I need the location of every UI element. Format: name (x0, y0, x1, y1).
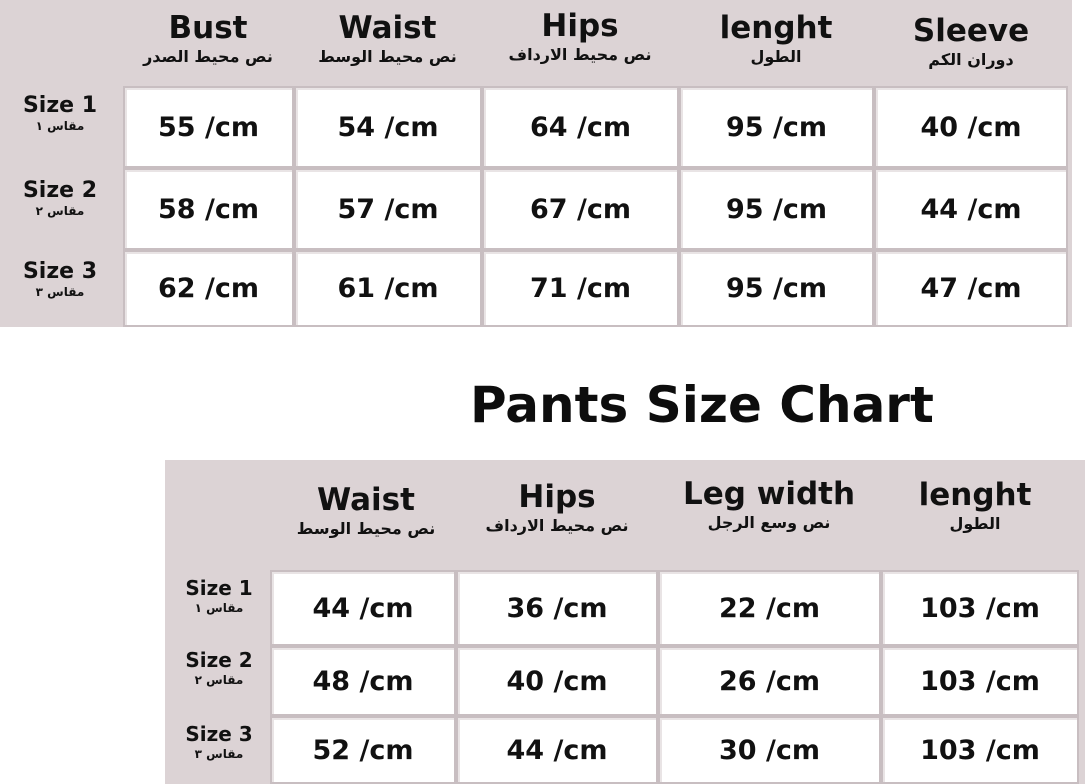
column-label: Bust (168, 10, 248, 46)
top-cell-size2-hips: 67 /cm (482, 168, 679, 250)
pants-chart-title: Pants Size Chart (470, 376, 934, 434)
top-cell-size1-hips: 64 /cm (482, 86, 679, 168)
pants-row-header-size-2 (159, 648, 279, 688)
row-label: Size 3 (22, 259, 98, 284)
pants-column-header-waist (273, 482, 459, 540)
pants-cell-size3-waist: 52 /cm (270, 716, 456, 784)
row-label: Size 1 (22, 93, 98, 118)
column-label: lenght (918, 477, 1032, 513)
top-cell-size2-bust: 58 /cm (123, 168, 294, 250)
pants-size-chart (165, 460, 1085, 784)
row-label-arabic: مقاس ١ (194, 601, 244, 615)
top-row-header-size-3 (0, 260, 120, 300)
pants-column-header-leg-width (659, 476, 879, 534)
pants-cell-size2-leg-width: 26 /cm (658, 646, 881, 716)
column-label: lenght (719, 10, 833, 46)
pants-cell-size2-length: 103 /cm (881, 646, 1079, 716)
top-column-header-length (681, 10, 871, 68)
pants-cell-size1-waist: 44 /cm (270, 570, 456, 646)
top-cell-size2-waist: 57 /cm (294, 168, 482, 250)
column-label: Leg width (682, 476, 856, 512)
top-cell-size3-waist: 61 /cm (294, 250, 482, 327)
column-label: Hips (518, 479, 596, 515)
top-row-header-size-2 (0, 179, 120, 219)
row-label-arabic: مقاس ١ (35, 119, 85, 133)
column-label-arabic: نص محيط الصدر (143, 47, 273, 66)
top-cell-size2-length: 95 /cm (679, 168, 874, 250)
pants-cell-size2-hips: 40 /cm (456, 646, 658, 716)
pants-cell-size3-length: 103 /cm (881, 716, 1079, 784)
column-label: Waist (317, 482, 415, 518)
top-cell-size1-bust: 55 /cm (123, 86, 294, 168)
row-label: Size 2 (22, 178, 98, 203)
pants-cell-size3-leg-width: 30 /cm (658, 716, 881, 784)
row-label: Size 2 (185, 648, 253, 672)
top-column-header-waist (296, 10, 479, 68)
top-cell-size3-bust: 62 /cm (123, 250, 294, 327)
top-size-chart (0, 0, 1072, 327)
row-label-arabic: مقاس ٣ (35, 285, 85, 299)
pants-row-header-size-1 (159, 576, 279, 616)
pants-cell-size1-leg-width: 22 /cm (658, 570, 881, 646)
top-cell-size1-sleeve: 40 /cm (874, 86, 1068, 168)
row-label: Size 1 (185, 576, 253, 600)
row-label: Size 3 (185, 722, 253, 746)
pants-row-header-size-3 (159, 722, 279, 762)
pants-column-header-hips (457, 479, 657, 537)
top-cell-size3-hips: 71 /cm (482, 250, 679, 327)
column-label-arabic: الطول (949, 514, 1001, 533)
column-label: Hips (541, 8, 619, 44)
top-cell-size1-length: 95 /cm (679, 86, 874, 168)
top-column-header-bust (125, 10, 291, 68)
top-cell-size3-length: 95 /cm (679, 250, 874, 327)
top-row-header-size-1 (0, 94, 120, 134)
column-label-arabic: نص وسع الرجل (707, 513, 831, 532)
pants-cell-size1-hips: 36 /cm (456, 570, 658, 646)
row-label-arabic: مقاس ٣ (194, 747, 244, 761)
top-cell-size2-sleeve: 44 /cm (874, 168, 1068, 250)
column-label-arabic: نص محيط الوسط (318, 47, 457, 66)
pants-cell-size2-waist: 48 /cm (270, 646, 456, 716)
column-label-arabic: نص محيط الارداف (508, 45, 652, 64)
row-label-arabic: مقاس ٢ (194, 673, 244, 687)
top-column-header-sleeve (876, 13, 1066, 71)
column-label: Sleeve (912, 13, 1030, 49)
top-column-header-hips (484, 8, 676, 66)
column-label-arabic: الطول (750, 47, 802, 66)
top-cell-size1-waist: 54 /cm (294, 86, 482, 168)
row-label-arabic: مقاس ٢ (35, 204, 85, 218)
top-cell-size3-sleeve: 47 /cm (874, 250, 1068, 327)
column-label-arabic: دوران الكم (928, 50, 1014, 69)
column-label-arabic: نص محيط الارداف (485, 516, 629, 535)
pants-cell-size3-hips: 44 /cm (456, 716, 658, 784)
pants-cell-size1-length: 103 /cm (881, 570, 1079, 646)
column-label-arabic: نص محيط الوسط (296, 519, 436, 538)
pants-column-header-length (882, 477, 1068, 535)
column-label: Waist (338, 10, 437, 46)
